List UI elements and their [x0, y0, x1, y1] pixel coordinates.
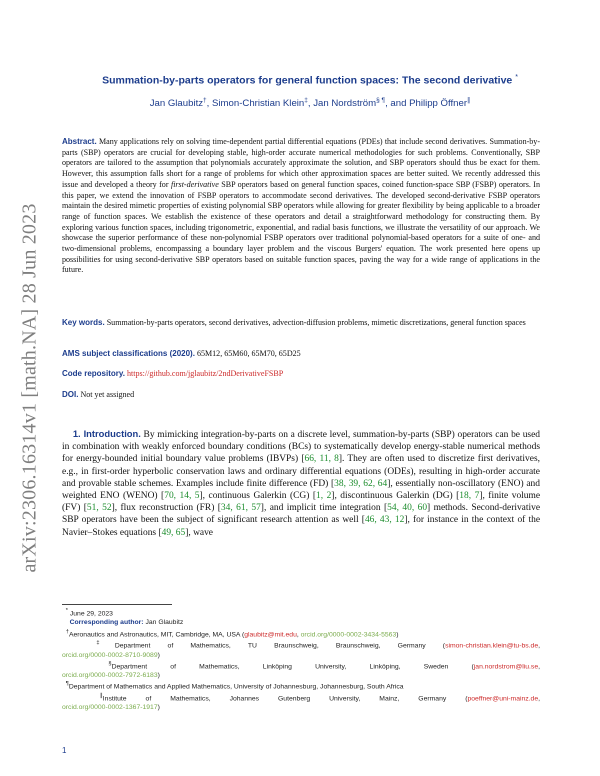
keywords-label: Key words.: [62, 318, 105, 327]
author-name: Jan Glaubitz: [149, 98, 204, 110]
affiliation-text: Department of Mathematics and Applied Mathematics, University of Johannesburg, Johannesburg, South Africa: [68, 683, 404, 691]
paren: ): [396, 630, 399, 638]
affiliation-text: Institute of Mathematics, Johannes Gutenberg University, Mainz, Germany (: [102, 695, 468, 703]
footnote-mark: ∥: [99, 692, 103, 699]
footnotes: [62, 607, 540, 713]
footnote-date-text: June 29, 2023: [69, 610, 113, 618]
footnote-affiliation: [62, 660, 540, 671]
introduction-text: ]. They are often used to discretize first derivatives, e.g., in first-order hyperbolic conservation laws and ordinary differential equations (ODEs), resulting in high-order accurate and provable stable schemes. Examples include finite difference (FD) [: [62, 454, 540, 489]
author-separator: , and: [385, 98, 410, 110]
keywords-text: Summation-by-parts operators, second derivatives, advection-diffusion problems, mimetic discretizations, general function spaces: [106, 318, 526, 327]
author-separator: ,: [307, 98, 314, 110]
footnote-affiliation: [62, 628, 540, 639]
doi: [62, 390, 540, 401]
footnote-affiliation: [62, 639, 540, 650]
affiliation-text: Department of Mathematics, Linköping University, Linköping, Sweden (: [111, 663, 474, 671]
code-label: Code repository.: [62, 369, 125, 378]
citation-link[interactable]: 1, 2: [316, 491, 332, 502]
introduction-text: ], discontinuous Galerkin (DG) [: [331, 491, 460, 502]
author-mark: ‡: [304, 97, 308, 104]
introduction-text: ], flux reconstruction (FR) [: [111, 503, 221, 514]
page-number: 1: [62, 746, 67, 755]
author-separator: ,: [206, 98, 212, 110]
footnote-affiliation: [62, 692, 540, 703]
doi-text: Not yet assigned: [80, 390, 135, 399]
footnote-mark: §: [108, 660, 112, 667]
footnote-rule: [62, 604, 172, 605]
footnote-mark: ¶: [65, 681, 69, 688]
citation-link[interactable]: 34, 61, 57: [220, 503, 261, 514]
arxiv-stamp: [12, 0, 48, 776]
separator: ,: [538, 663, 540, 671]
paren: ): [157, 672, 160, 680]
author-mark: †: [203, 97, 207, 104]
introduction-text: ], continuous Galerkin (CG) [: [199, 491, 316, 502]
title-footnote-mark: *: [515, 74, 518, 81]
email-link[interactable]: simon-christian.klein@tu-bs.de: [445, 642, 539, 650]
citation-link[interactable]: 51, 52: [86, 503, 112, 514]
author-name: Jan Nordström: [313, 98, 377, 110]
introduction-body: [62, 430, 540, 538]
affiliation-text: Aeronautics and Astronautics, MIT, Cambridge, MA, USA (: [68, 630, 245, 638]
orcid-link[interactable]: orcid.org/0000-0002-1367-1917: [62, 704, 158, 712]
corresponding-name: Jan Glaubitz: [145, 619, 184, 627]
footnote-affiliation: [62, 680, 540, 691]
orcid-link[interactable]: orcid.org/0000-0002-8710-9089: [62, 651, 158, 659]
keywords: [62, 318, 540, 329]
email-link[interactable]: glaubitz@mit.edu: [244, 630, 297, 638]
separator: ,: [296, 630, 301, 638]
introduction-text: ], essentially non-oscillatory (ENO) and weighted ENO (WENO) [: [62, 478, 540, 502]
citation-link[interactable]: 70, 14, 5: [164, 491, 200, 502]
citation-link[interactable]: 46, 43, 12: [364, 515, 405, 526]
citation-link[interactable]: 66, 11, 8: [304, 454, 339, 465]
ams-classification: [62, 349, 540, 360]
footnote-date: [62, 607, 540, 618]
footnote-affiliation-cont: [62, 651, 540, 660]
abstract-text: SBP operators based on general function spaces, coined function-space SBP (FSBP) operators. In this paper, we extend the innovation of FSBP operators to accommodate second derivatives. The developed second-derivative FSBP operators maintain the desired mimetic properties of existing polynomial SBP operators while allowing for greater flexibility by being applicable to a broader range of function spaces. We establish the existence of these operators and detail a straightforward methodology for constructing them. By exploring various function spaces, including trigonometric, exponential, and radial basis functions, we illustrate the versatility of our approach. We showcase the superior performance of these non-polynomial FSBP operators over traditional polynomial-based operators for a suite of one- and two-dimensional problems, encompassing a boundary layer problem and the viscous Burgers' equation. The work presented here opens up possibilities for using second-derivative SBP operators based on suitable function spaces, paving the way for a wide range of applications in the future.: [62, 179, 540, 275]
citation-link[interactable]: 49, 65: [161, 527, 186, 538]
introduction-text: ], finite volume (FV) [: [62, 491, 541, 514]
code-link[interactable]: https://github.com/jglaubitz/2ndDerivativeFSBP: [127, 369, 284, 378]
paren: ): [157, 704, 160, 712]
separator: ,: [538, 695, 541, 703]
orcid-link[interactable]: orcid.org/0000-0002-3434-5563: [300, 630, 397, 638]
introduction-text: ] methods. Second-derivative SBP operators have been the subject of significant research attention as well [: [62, 503, 541, 526]
code-repository: [62, 369, 540, 380]
abstract-emphasis: first-derivative: [170, 179, 219, 189]
footnote-affiliation-cont: [62, 703, 540, 712]
citation-link[interactable]: 38, 39, 62, 64: [334, 478, 388, 489]
separator: ,: [538, 642, 540, 650]
ams-text: 65M12, 65M60, 65M70, 65D25: [196, 349, 301, 358]
author-mark: § ¶: [376, 97, 386, 104]
author-list: [60, 96, 560, 109]
arxiv-stamp-text: arXiv:2306.16314v1 [math.NA] 28 Jun 2023: [18, 203, 41, 573]
footnote-mark: ‡: [96, 640, 115, 647]
abstract-text: Many applications rely on solving time-dependent partial differential equations (PDEs) that include second derivatives. Summation-by-parts (SBP) operators are crucial for developing stable, high-order accurate numerical methodologies for such problems. Conventionally, SBP operators are tailored to the assumption that polynomials accurately approximate the solution, and SBP operators should thus be exact for them. However, this assumption falls short for a range of problems for which other approximation spaces are better suited. We recently addressed this issue and developed a theory for: [62, 137, 541, 189]
email-link[interactable]: poeffner@uni-mainz.de: [467, 695, 539, 703]
introduction-text: ], for instance in the context of the Navier–Stokes equations [: [62, 515, 541, 538]
abstract: [62, 137, 540, 276]
paper-title: [60, 74, 560, 87]
footnote-affiliation-cont: [62, 671, 540, 680]
abstract-label: Abstract.: [62, 137, 97, 146]
affiliation-text: Department of Mathematics, TU Braunschweig, Braunschweig, Germany (: [114, 642, 446, 650]
introduction-text: By mimicking integration-by-parts on a discrete level, summation-by-parts (SBP) operators can be used in combination with weakly enforced boundary conditions (BCs) to systematically develop energy-stable numerical methods for energy-bounded initial boundary value problems (IBVPs) [: [62, 430, 540, 465]
footnote-mark: *: [65, 608, 68, 614]
corresponding-label: Corresponding author:: [69, 619, 144, 627]
email-link[interactable]: jan.nordstrom@liu.se: [473, 663, 539, 671]
citation-link[interactable]: 18, 7: [459, 491, 480, 502]
ams-label: AMS subject classifications (2020).: [62, 349, 195, 358]
introduction-text: ], wave: [185, 527, 213, 538]
author-name: Philipp Öffner: [409, 98, 468, 110]
introduction-paragraph: [62, 428, 540, 539]
author-mark: ∥: [467, 97, 471, 104]
footnote-mark: †: [65, 628, 69, 635]
paper-title-text: Summation-by-parts operators for general function spaces: The second derivative: [102, 74, 513, 87]
section-heading: 1. Introduction.: [72, 428, 141, 439]
paren: ): [157, 651, 160, 659]
orcid-link[interactable]: orcid.org/0000-0002-7972-6183: [62, 672, 158, 680]
citation-link[interactable]: 54, 40, 60: [387, 503, 428, 514]
introduction-text: ], and implicit time integration [: [260, 503, 388, 514]
doi-label: DOI.: [62, 390, 79, 399]
footnote-corresponding: [62, 618, 540, 627]
author-name: Simon-Christian Klein: [212, 98, 305, 110]
